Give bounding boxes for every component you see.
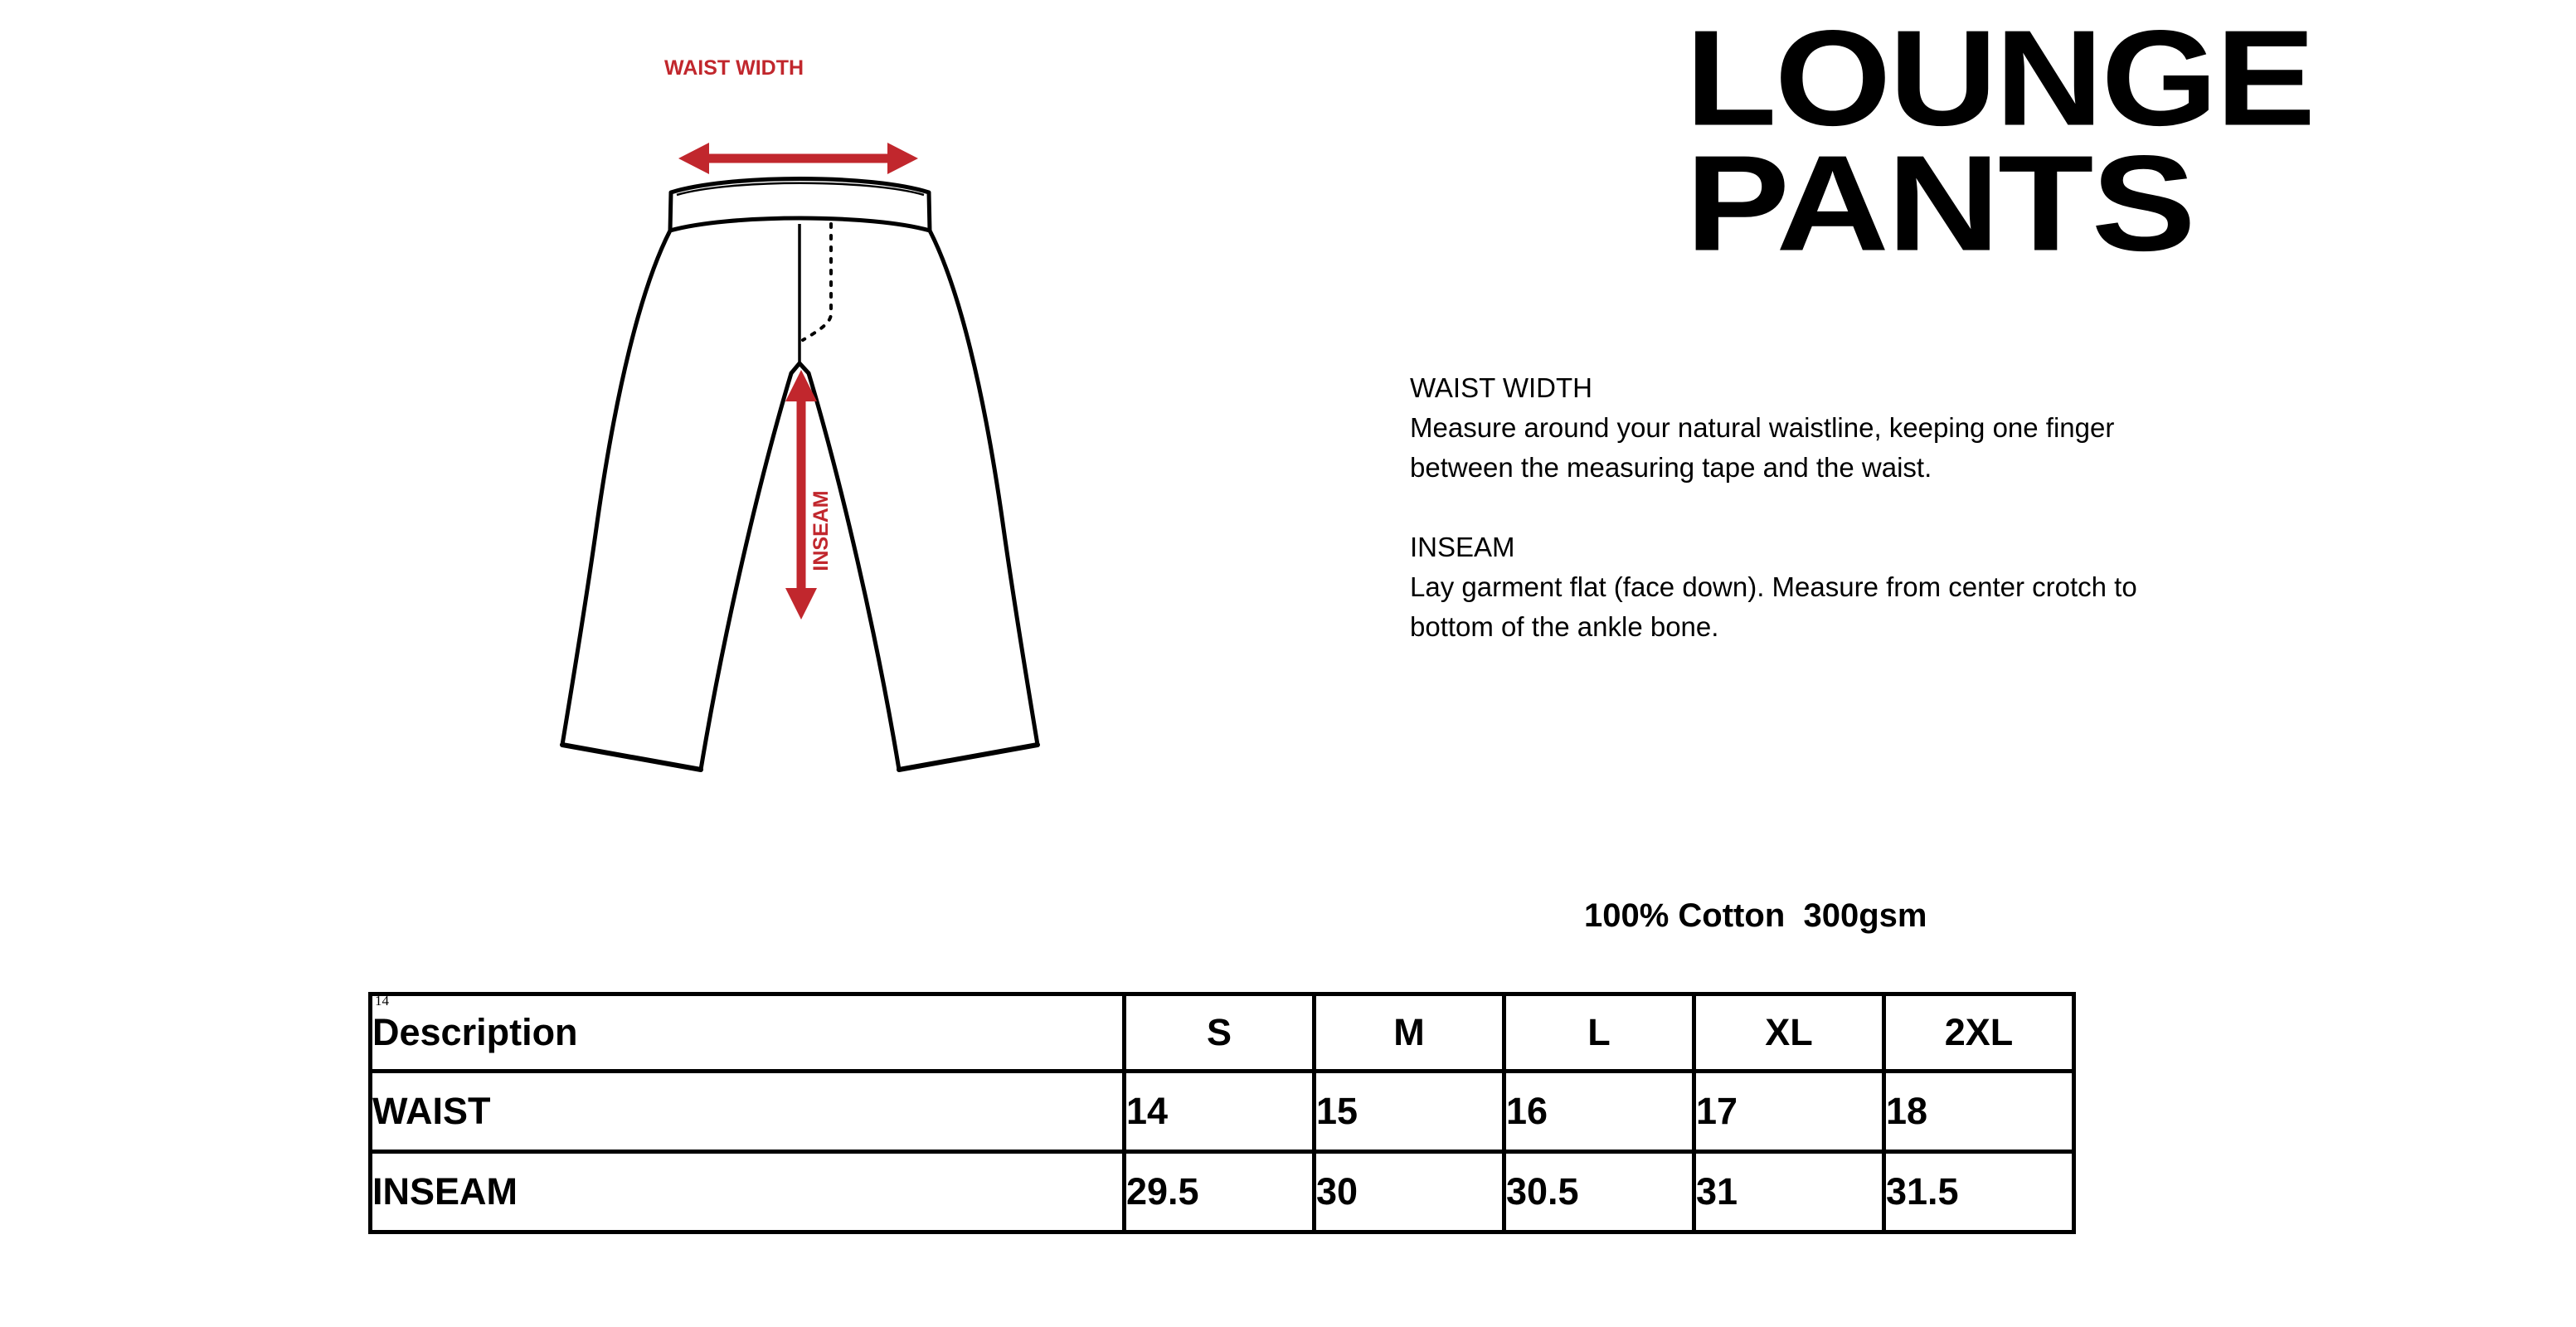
column-header-size-l: L <box>1504 994 1694 1072</box>
brand-wordmark-line-2: PANTS <box>1685 128 2194 280</box>
column-header-size-xl: XL <box>1694 994 1884 1072</box>
instruction-heading: WAIST WIDTH <box>1410 372 1592 403</box>
cell-waist-s: 14 <box>1125 1072 1315 1152</box>
cell-inseam-xl: 31 <box>1694 1152 1884 1232</box>
instruction-line: Lay garment flat (face down). Measure from center crotch to <box>1410 571 2137 602</box>
fly-stitch-dotted-line <box>803 224 831 340</box>
row-label-waist: WAIST <box>371 1072 1125 1152</box>
cell-inseam-s: 29.5 <box>1125 1152 1315 1232</box>
column-header-size-m: M <box>1315 994 1504 1072</box>
cell-waist-xl: 17 <box>1694 1072 1884 1152</box>
cell-inseam-2xl: 31.5 <box>1884 1152 2074 1232</box>
brand-wordmark-line-1: LOUNGE <box>1685 2 2314 154</box>
inseam-label: INSEAM <box>809 490 833 571</box>
instruction-block-inseam <box>1410 527 2322 647</box>
column-header-size-2xl: 2XL <box>1884 994 2074 1072</box>
table-header-row <box>371 994 2074 1072</box>
cell-waist-m: 15 <box>1315 1072 1504 1152</box>
table-corner-tag: 14 <box>375 993 389 1009</box>
instruction-heading: INSEAM <box>1410 532 1515 562</box>
instruction-line: between the measuring tape and the waist. <box>1410 452 1932 483</box>
table-row-inseam <box>371 1152 2074 1232</box>
waistband-outline <box>670 179 930 231</box>
brand-wordmark <box>1685 2 2340 280</box>
cell-inseam-l: 30.5 <box>1504 1152 1694 1232</box>
table-row-waist <box>371 1072 2074 1152</box>
waist-width-arrow <box>678 143 918 174</box>
instruction-spacer <box>1410 488 2322 527</box>
waist-width-label: WAIST WIDTH <box>663 56 804 80</box>
cell-inseam-m: 30 <box>1315 1152 1504 1232</box>
cell-waist-2xl: 18 <box>1884 1072 2074 1152</box>
left-leg-outline <box>562 231 791 770</box>
cell-waist-l: 16 <box>1504 1072 1694 1152</box>
instruction-block-waist <box>1410 368 2322 488</box>
size-chart-table <box>368 992 2076 1234</box>
pants-technical-drawing <box>514 56 1111 945</box>
column-header-description: Description <box>371 994 1125 1072</box>
size-chart-table-container <box>368 992 2047 1224</box>
column-header-size-s: S <box>1125 994 1315 1072</box>
instruction-line: bottom of the ankle bone. <box>1410 611 1719 642</box>
instruction-line: Measure around your natural waistline, keeping one finger <box>1410 412 2115 443</box>
measuring-instructions <box>1410 368 2322 647</box>
material-composition-note: 100% Cotton 300gsm <box>1584 897 1927 934</box>
right-leg-outline <box>809 231 1038 770</box>
row-label-inseam: INSEAM <box>371 1152 1125 1232</box>
pants-diagram-svg <box>514 56 1111 945</box>
